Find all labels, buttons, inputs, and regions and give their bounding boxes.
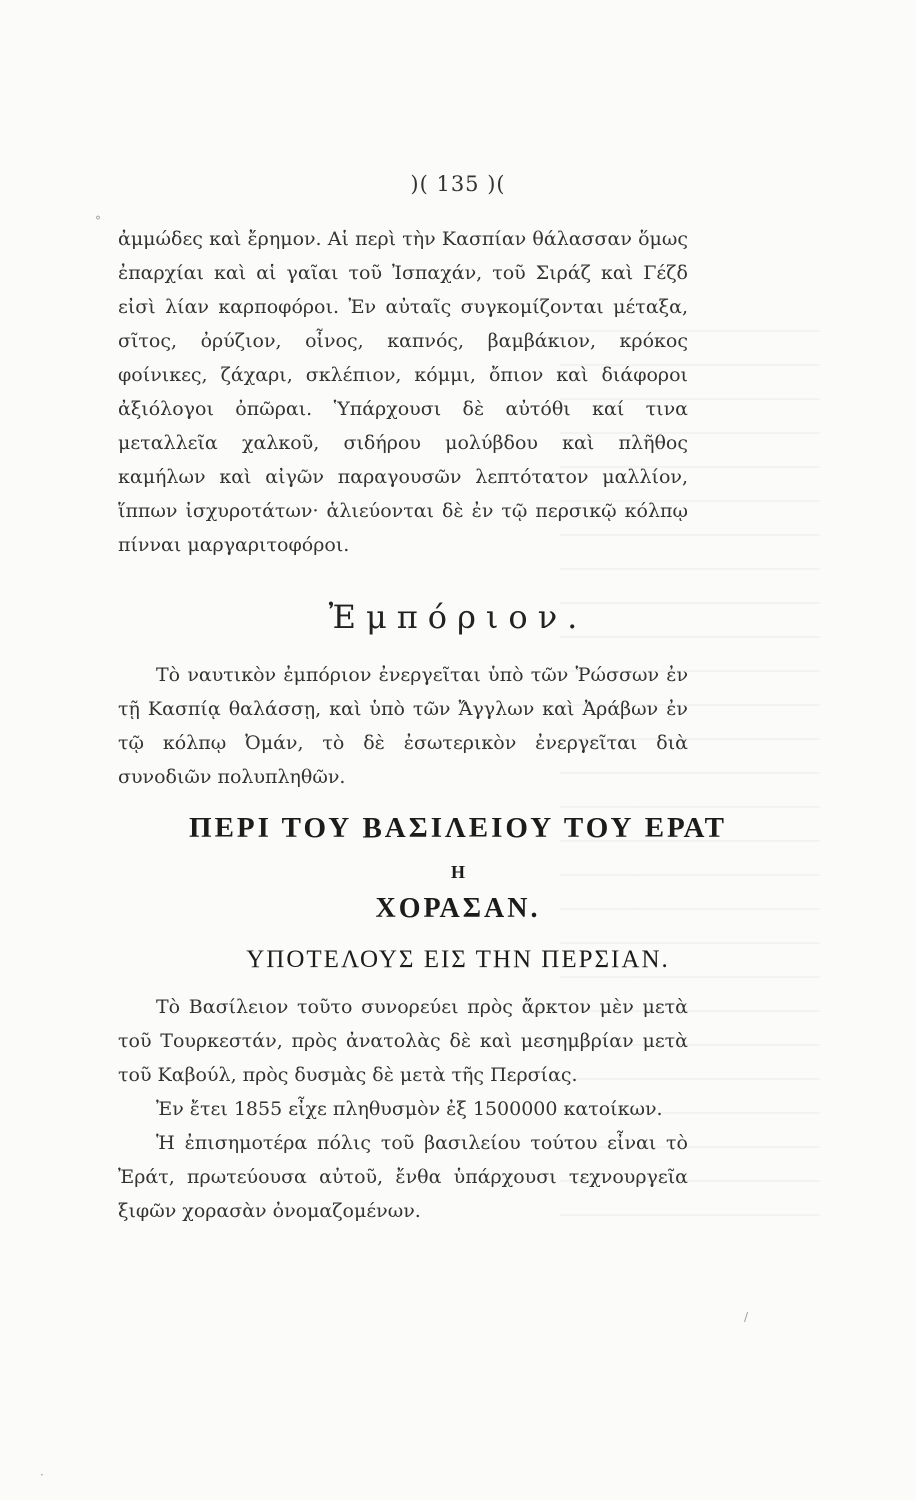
page-number: )( 135 )( <box>410 172 506 196</box>
paragraph-herat <box>118 990 688 1228</box>
paragraph-products <box>118 222 688 562</box>
chapter-heading-line-3: ΧΟΡΑΣΑΝ. <box>375 893 541 924</box>
ink-speck: ° <box>95 214 101 228</box>
section-title-commerce: Ἐμπόριον. <box>328 598 588 636</box>
paragraph-borders: Τὸ Βασίλειον τοῦτο συνορεύει πρὸς ἄρκτον μὲν μετὰ τοῦ Τουρκεστάν, πρὸς ἀνατολὰς δὲ καὶ μεσημβρίαν μετὰ τοῦ Καβούλ, πρὸς δυσμὰς δὲ μετὰ τῆς Περσίας. <box>118 996 688 1086</box>
chapter-heading-line-2: Η <box>450 862 465 882</box>
paragraph-text: Τὸ ναυτικὸν ἐμπόριον ἐνεργεῖται ὑπὸ τῶν Ῥώσσων ἐν τῇ Κασπίᾳ θαλάσσῃ, καὶ ὑπὸ τῶν Ἄγγλων καὶ Ἀράβων ἐν τῷ κόλπῳ Ὀμάν, τὸ δὲ ἐσωτερικὸν ἐνεργεῖται διὰ συνοδιῶν πολυπληθῶν. <box>118 664 688 788</box>
chapter-heading-line-1: ΠΕΡΙ ΤΟΥ ΒΑΣΙΛΕΙΟΥ ΤΟΥ ΕΡΑΤ <box>189 812 727 844</box>
ink-speck: · <box>40 1468 44 1482</box>
chapter-subheading: ΥΠΟΤΕΛΟΥΣ ΕΙΣ ΤΗΝ ΠΕΡΣΙΑΝ. <box>246 946 670 973</box>
paragraph-capital: Ἡ ἐπισημοτέρα πόλις τοῦ βασιλείου τούτου εἶναι τὸ Ἐράτ, πρωτεύουσα αὐτοῦ, ἔνθα ὑπάρχουσι τεχνουργεῖα ξιφῶν χορασὰν ὀνομαζομένων. <box>118 1132 688 1222</box>
ink-speck: / <box>744 1310 749 1324</box>
paragraph-population: Ἐν ἔτει 1855 εἶχε πληθυσμὸν ἐξ 1500000 κατοίκων. <box>156 1098 663 1120</box>
paragraph-commerce <box>118 658 688 794</box>
paragraph-text: ἀμμώδες καὶ ἔρημον. Αἱ περὶ τὴν Κασπίαν θάλασσαν ὅμως ἐπαρχίαι καὶ αἱ γαῖαι τοῦ Ἰσπαχάν, τοῦ Σιράζ καὶ Γέζδ εἰσὶ λίαν καρποφόροι. Ἐν αὐταῖς συγκομίζονται μέταξα, σῖτος, ὀρύζιον, οἶνος, καπνός, βαμβάκιον, κρόκος φοίνικες, ζάχαρι, σκλέπιον, κόμμι, ὄπιον καὶ διάφοροι ἀξιόλογοι ὀπῶραι. Ὑπάρχουσι δὲ αὐτόθι καί τινα μεταλλεῖα χαλκοῦ, σιδήρου μολύβδου καὶ πλῆθος καμήλων καὶ αἰγῶν παραγουσῶν λεπτότατον μαλλίον, ἵππων ἰσχυροτάτων· ἁλιεύονται δὲ ἐν τῷ περσικῷ κόλπῳ πίνναι μαργαριτοφόροι. <box>118 228 688 556</box>
